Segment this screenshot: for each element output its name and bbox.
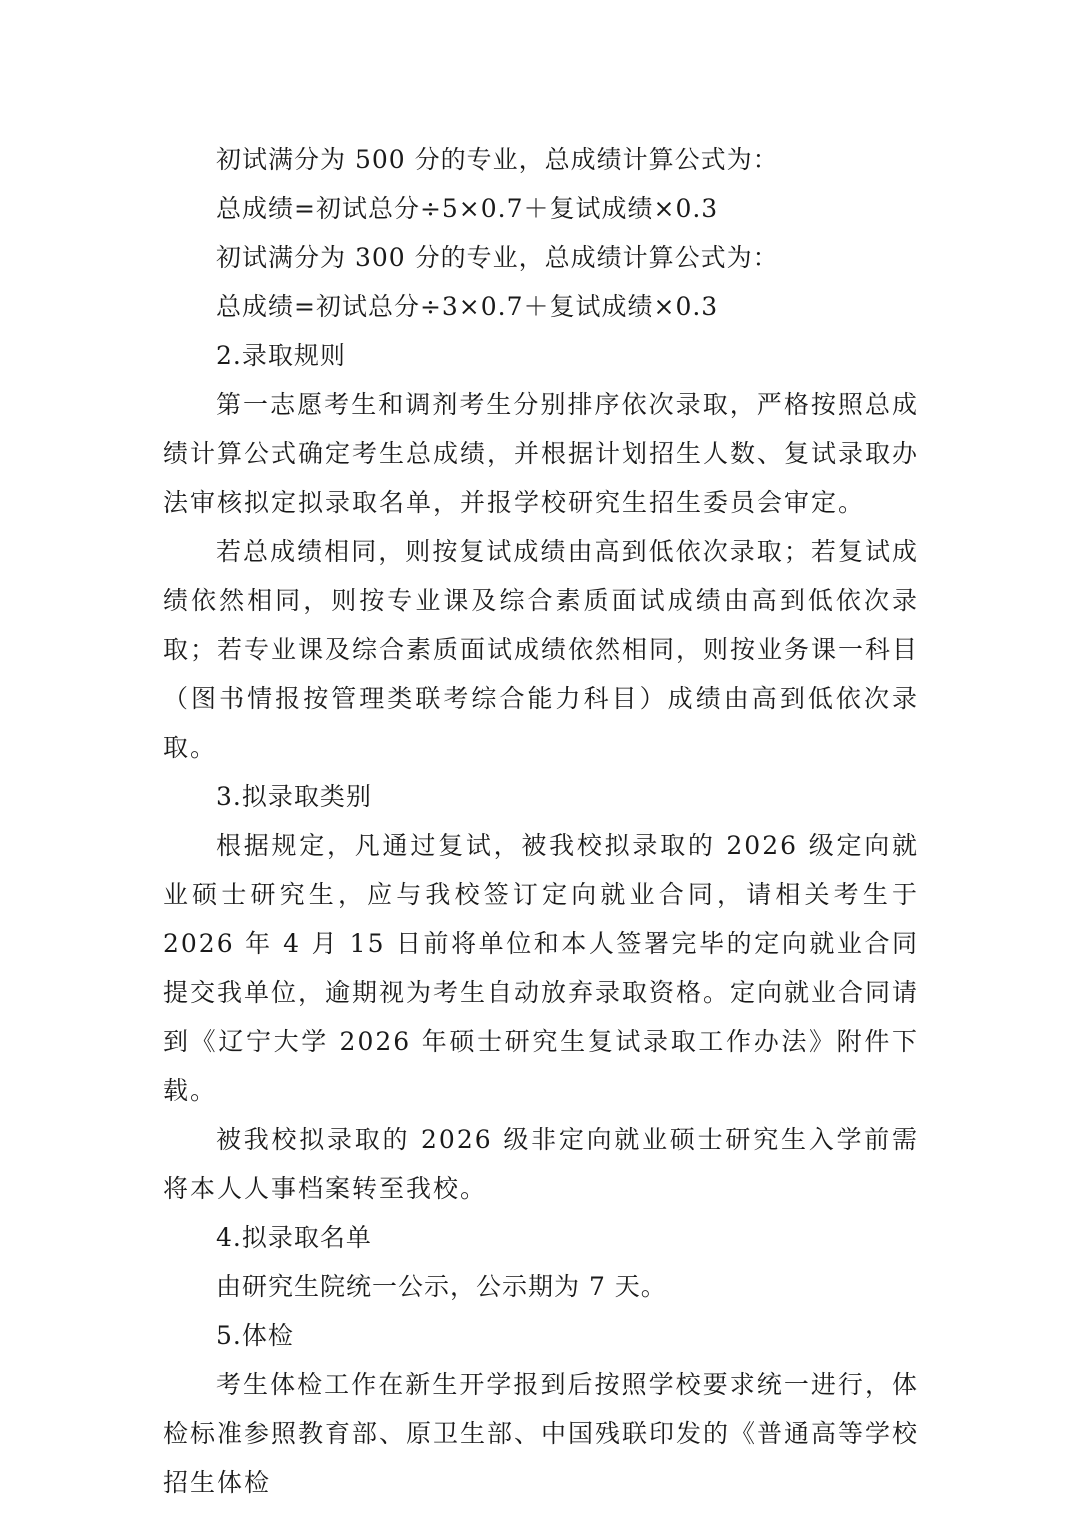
formula-intro-300: 初试满分为 300 分的专业，总成绩计算公式为：	[216, 243, 779, 272]
document-body	[163, 135, 919, 1507]
formula-intro-500: 初试满分为 500 分的专业，总成绩计算公式为：	[216, 145, 779, 174]
formula-300: 总成绩=初试总分÷3×0.7＋复试成绩×0.3	[216, 292, 719, 321]
paragraph-directed-employment: 根据规定，凡通过复试，被我校拟录取的 2026 级定向就业硕士研究生，应与我校签订定向就业合同，请相关考生于 2026 年 4 月 15 日前将单位和本人签署完毕的定向就业合同提交我单位，逾期视为考生自动放弃录取资格。定向就业合同请到《辽宁大学 2026 年硕士研究生复试录取工作办法》附件下载。	[163, 831, 920, 1105]
paragraph-publicity: 由研究生院统一公示，公示期为 7 天。	[216, 1272, 667, 1301]
paragraph-physical-exam: 考生体检工作在新生开学报到后按照学校要求统一进行，体检标准参照教育部、原卫生部、中国残联印发的《普通高等学校招生体检	[163, 1370, 920, 1497]
formula-500: 总成绩=初试总分÷5×0.7＋复试成绩×0.3	[216, 194, 719, 223]
paragraph-tie-break: 若总成绩相同，则按复试成绩由高到低依次录取；若复试成绩依然相同，则按专业课及综合素质面试成绩由高到低依次录取；若专业课及综合素质面试成绩依然相同，则按业务课一科目（图书情报按管理类联考综合能力科目）成绩由高到低依次录取。	[163, 537, 920, 762]
section-heading-admission-list: 4.拟录取名单	[216, 1223, 372, 1252]
section-heading-physical-exam: 5.体检	[216, 1321, 294, 1350]
section-heading-admission-category: 3.拟录取类别	[216, 782, 372, 811]
paragraph-non-directed: 被我校拟录取的 2026 级非定向就业硕士研究生入学前需将本人人事档案转至我校。	[163, 1125, 919, 1203]
paragraph-admission-order: 第一志愿考生和调剂考生分别排序依次录取，严格按照总成绩计算公式确定考生总成绩，并根据计划招生人数、复试录取办法审核拟定拟录取名单，并报学校研究生招生委员会审定。	[163, 390, 920, 517]
section-heading-admission-rules: 2.录取规则	[216, 341, 346, 370]
